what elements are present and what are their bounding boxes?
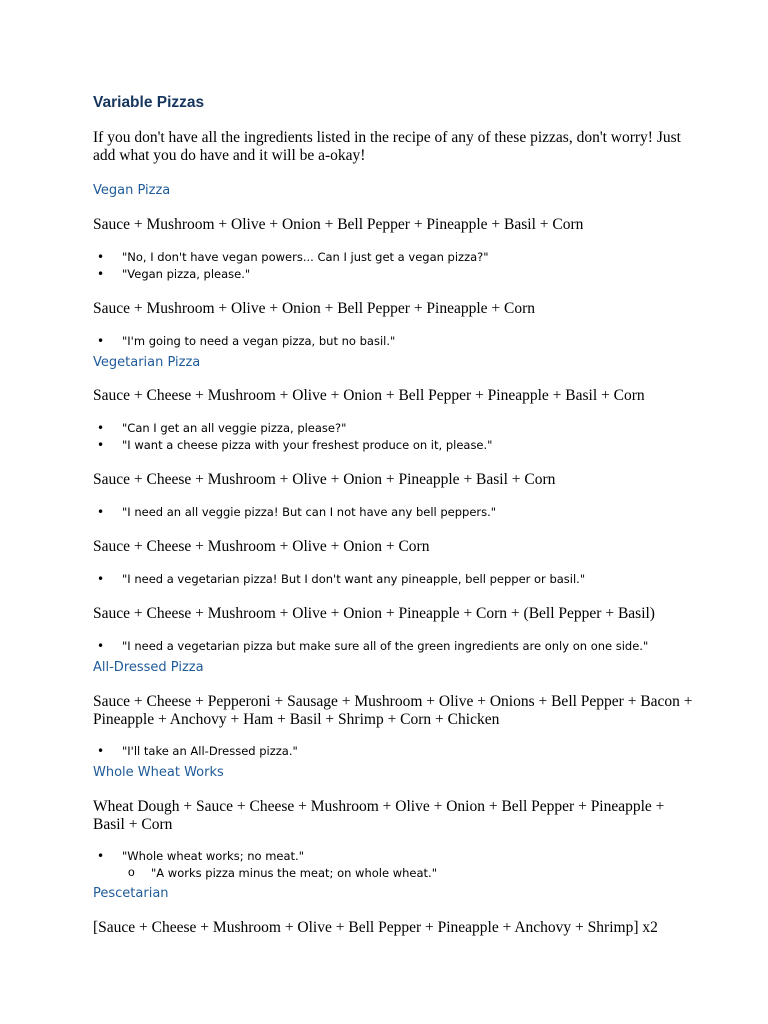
- quote-sub-bullet: o "A works pizza minus the meat; on whole wheat.": [151, 866, 437, 880]
- recipe-pescetarian-1: [Sauce + Cheese + Mushroom + Olive + Bell Pepper + Pineapple + Anchovy + Shrimp] x2: [93, 919, 658, 936]
- recipe-whole-wheat-1: Wheat Dough + Sauce + Cheese + Mushroom + Olive + Onion + Bell Pepper + Pineapple + Basil + Corn: [93, 798, 665, 833]
- section-heading-pescetarian: Pescetarian: [93, 886, 169, 901]
- recipe-vegan-1: Sauce + Mushroom + Olive + Onion + Bell Pepper + Pineapple + Basil + Corn: [93, 216, 584, 233]
- recipe-vegetarian-3: Sauce + Cheese + Mushroom + Olive + Onion + Corn: [93, 538, 430, 555]
- section-heading-all-dressed: All-Dressed Pizza: [93, 660, 204, 675]
- quote-bullet: • "Vegan pizza, please.": [122, 267, 250, 281]
- recipe-vegan-2: Sauce + Mushroom + Olive + Onion + Bell Pepper + Pineapple + Corn: [93, 300, 536, 317]
- section-heading-vegan: Vegan Pizza: [93, 183, 171, 198]
- recipe-vegetarian-4: Sauce + Cheese + Mushroom + Olive + Onion + Pineapple + Corn + (Bell Pepper + Basil): [93, 605, 655, 622]
- recipe-vegetarian-2: Sauce + Cheese + Mushroom + Olive + Onion + Pineapple + Basil + Corn: [93, 471, 556, 488]
- quote-bullet: • "I'm going to need a vegan pizza, but no basil.": [122, 334, 395, 348]
- recipe-vegetarian-1: Sauce + Cheese + Mushroom + Olive + Onion + Bell Pepper + Pineapple + Basil + Corn: [93, 387, 645, 404]
- quote-bullet: • "I need an all veggie pizza! But can I not have any bell peppers.": [122, 505, 496, 519]
- quote-bullet: • "I need a vegetarian pizza! But I don't want any pineapple, bell pepper or basil.": [122, 572, 585, 586]
- quote-bullet: • "Can I get an all veggie pizza, please?": [122, 421, 346, 435]
- quote-bullet: • "I'll take an All-Dressed pizza.": [122, 744, 298, 758]
- recipe-all-dressed-1: Sauce + Cheese + Pepperoni + Sausage + Mushroom + Olive + Onions + Bell Pepper + Bacon + Pineapple + Anchovy + Ham + Basil + Shrimp + Corn + Chicken: [93, 693, 693, 728]
- intro-paragraph: If you don't have all the ingredients listed in the recipe of any of these pizzas, don't worry! Just add what you do have and it will be a-okay!: [93, 129, 681, 164]
- quote-bullet: • "I want a cheese pizza with your freshest produce on it, please.": [122, 438, 492, 452]
- section-heading-whole-wheat: Whole Wheat Works: [93, 765, 224, 780]
- quote-bullet: • "Whole wheat works; no meat.": [122, 849, 304, 863]
- quote-bullet: • "No, I don't have vegan powers... Can I just get a vegan pizza?": [122, 250, 489, 264]
- page-title: Variable Pizzas: [93, 94, 205, 111]
- quote-bullet: • "I need a vegetarian pizza but make sure all of the green ingredients are only on one side.": [122, 639, 648, 653]
- section-heading-vegetarian: Vegetarian Pizza: [93, 355, 201, 370]
